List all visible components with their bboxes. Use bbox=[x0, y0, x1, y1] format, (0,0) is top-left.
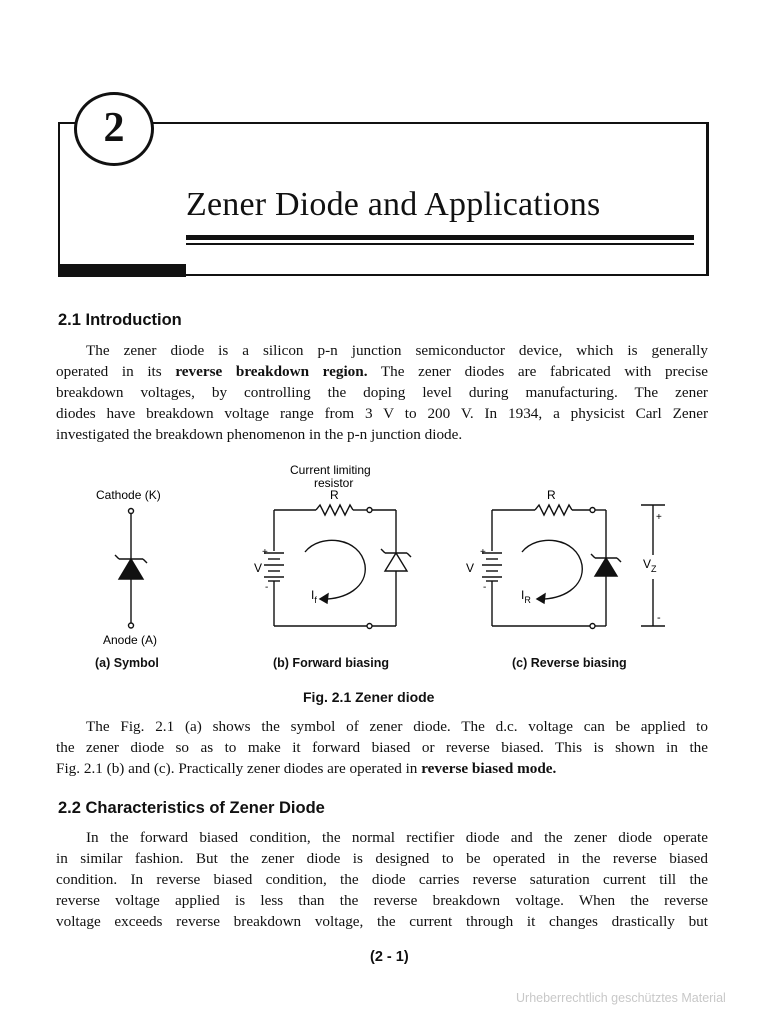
zener-symbol bbox=[115, 509, 147, 629]
section-heading-characteristics: 2.2 Characteristics of Zener Diode bbox=[58, 799, 325, 817]
chapter-tab-bar bbox=[58, 264, 186, 277]
anode-label: Anode (A) bbox=[103, 633, 158, 647]
title-underline-thick bbox=[186, 235, 694, 240]
paragraph-line: the zener diode so as to make it forward biased or reverse biased. This is shown in the bbox=[56, 739, 708, 756]
paragraph-line: The zener diode is a silicon p-n junction semiconductor device, which is generally bbox=[86, 342, 708, 359]
source-label: V bbox=[254, 561, 263, 575]
section-heading-introduction: 2.1 Introduction bbox=[58, 311, 182, 329]
caption-symbol: (a) Symbol bbox=[95, 656, 159, 670]
paragraph-line: breakdown voltages, by controlling the doping level during manufacturing. The zener bbox=[56, 384, 708, 401]
resistor-label: R bbox=[330, 488, 339, 502]
paragraph-line: operated in its reverse breakdown region. The zener diodes are fabricated with precise bbox=[56, 363, 708, 380]
paragraph-line: The Fig. 2.1 (a) shows the symbol of zener diode. The d.c. voltage can be applied to bbox=[86, 718, 708, 735]
paragraph-line: reverse voltage applied is less than the reverse breakdown voltage. When the reverse bbox=[56, 892, 708, 909]
figure-title: Fig. 2.1 Zener diode bbox=[303, 689, 435, 705]
caption-forward-biasing: (b) Forward biasing bbox=[273, 656, 389, 670]
plus-sign: + bbox=[656, 512, 662, 523]
chapter-title: Zener Diode and Applications bbox=[186, 186, 601, 223]
plus-sign: + bbox=[262, 547, 268, 558]
paragraph-line: voltage exceeds reverse breakdown voltage, the current through it changes drastically but bbox=[56, 913, 708, 930]
chapter-number: 2 bbox=[74, 92, 154, 166]
resistor-note: Current limiting bbox=[290, 463, 371, 477]
minus-sign: - bbox=[265, 582, 269, 593]
forward-bias-circuit bbox=[264, 505, 411, 629]
cathode-label: Cathode (K) bbox=[96, 488, 161, 502]
paragraph-line: investigated the breakdown phenomenon in the p-n junction diode. bbox=[56, 426, 463, 443]
title-underline-thin bbox=[186, 243, 694, 245]
paragraph-line: in similar fashion. But the zener diode is designed to be operated in the reverse biased bbox=[56, 850, 708, 867]
paragraph-line: diodes have breakdown voltage range from 3 V to 200 V. In 1934, a physicist Carl Zener bbox=[56, 405, 708, 422]
source-label: V bbox=[466, 561, 475, 575]
watermark: Urheberrechtlich geschütztes Material bbox=[516, 991, 726, 1005]
resistor-note: resistor bbox=[314, 476, 354, 490]
paragraph-line: In the forward biased condition, the normal rectifier diode and the zener diode operate bbox=[86, 829, 708, 846]
paragraph-line: condition. In reverse biased condition, the diode carries reverse saturation current till the bbox=[56, 871, 708, 888]
emphasis-text: reverse biased mode. bbox=[421, 760, 557, 777]
plus-sign: + bbox=[480, 547, 486, 558]
paragraph-line: Fig. 2.1 (b) and (c). Practically zener diodes are operated in reverse biased mode. bbox=[56, 760, 557, 777]
minus-sign: - bbox=[657, 612, 661, 624]
page-number: (2 - 1) bbox=[370, 949, 409, 965]
current-label: $I_f$ bbox=[311, 588, 317, 605]
reverse-bias-circuit bbox=[482, 505, 665, 629]
caption-reverse-biasing: (c) Reverse biasing bbox=[512, 656, 627, 670]
minus-sign: - bbox=[483, 582, 487, 593]
resistor-label: R bbox=[547, 488, 556, 502]
current-label: $I_R$ bbox=[521, 588, 531, 605]
emphasis-text: reverse breakdown region. bbox=[175, 363, 368, 380]
vz-label: $V_Z$ bbox=[643, 557, 657, 574]
